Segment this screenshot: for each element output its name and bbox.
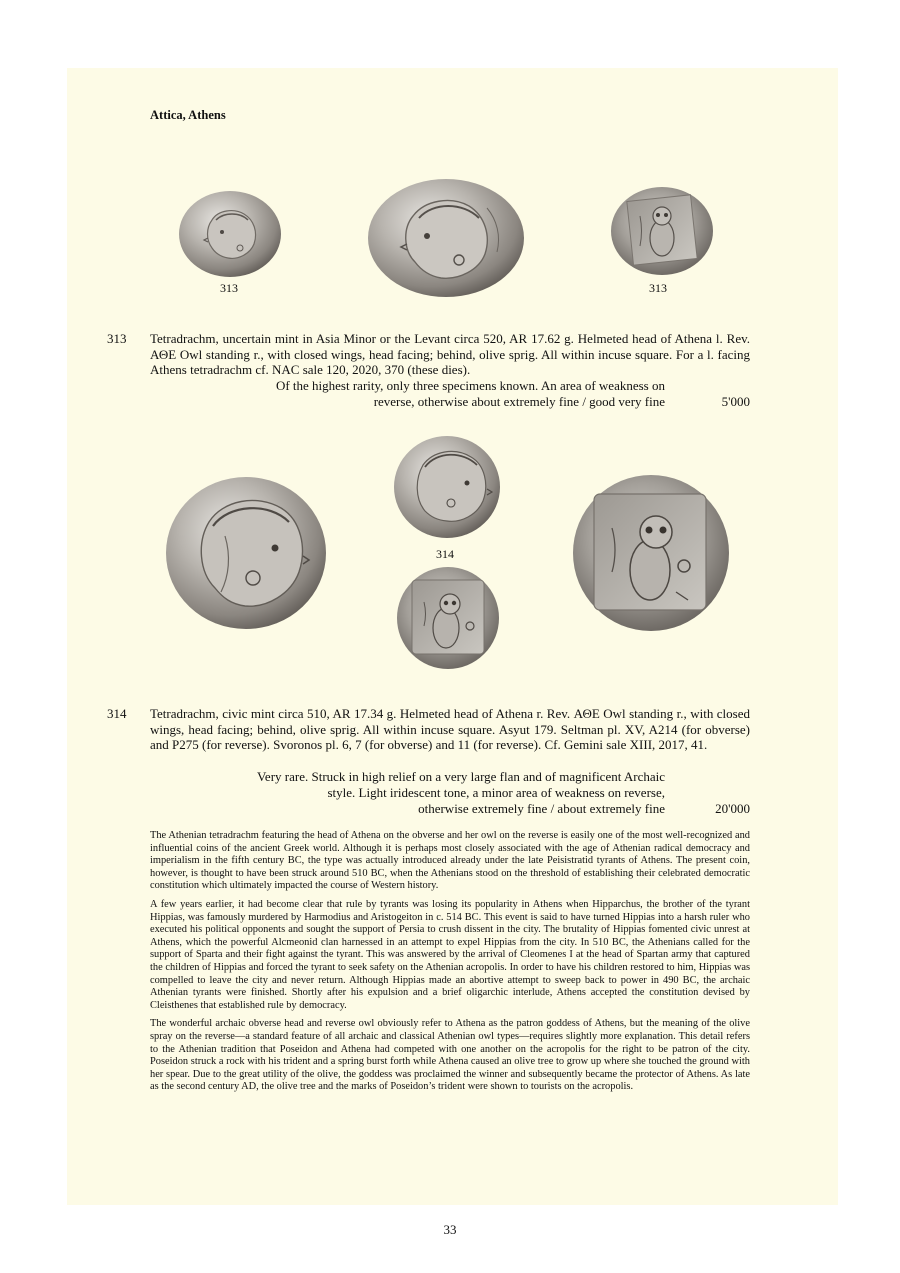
essay-paragraph-3: The wonderful archaic obverse head and reverse owl obviously refer to Athena as the patron goddess of Athens, but the meaning of the olive spray on the reverse—a standard feature of all archaic and classical Athenian owl types—requires slightly more explanation. This detail refers to the Athenian tradition that Poseidon and Athena had competed with one another on the acropolis for the right to be patron of the city. Poseidon struck a rock with his trident and a spring burst forth while Athena caused an olive tree to grow up where she touched the ground with her spear. Due to the great utility of the olive, the goddess was proclaimed the winner and subsequently became the protector of Athens. As late as the second century AD, the olive tree and the marks of Poseidon’s trident were shown to tourists on the acropolis. <box>150 1018 750 1093</box>
lot-number-314: 314 <box>107 706 127 721</box>
lot-price-313: 5'000 <box>721 394 750 409</box>
lot-condition-313-line1: Of the highest rarity, only three specimens known. An area of weakness on <box>275 378 665 393</box>
section-title: Attica, Athens <box>150 108 226 122</box>
coin-caption-314: 314 <box>436 547 454 561</box>
lot-condition-313-line2: reverse, otherwise about extremely fine / good very fine <box>373 394 665 409</box>
coin-314-reverse-large <box>572 474 730 632</box>
essay-paragraph-1: The Athenian tetradrachm featuring the head of Athena on the obverse and her owl on the reverse is easily one of the most well-recognized and influential coins of the ancient Greek world. Although it is perhaps most closely associated with the age of Athenian radical democracy and imperialism in the fifth century BC, the type was actually introduced already under the late Peisistratid tyrants of Athens. The present coin, however, is thought to have been struck around 510 BC, when the Athenians stood on the threshold of establishing their celebrated democratic constitution which ultimately impacted the course of Western history. <box>150 830 750 892</box>
lot-condition-314-line2: style. Light iridescent tone, a minor area of weakness on reverse, <box>327 785 665 800</box>
coin-313-reverse <box>610 186 714 276</box>
lot-description-314: Tetradrachm, civic mint circa 510, AR 17.34 g. Helmeted head of Athena r. Rev. ΑΘΕ Owl standing r., with closed wings, head facing; behind, olive sprig. All within incuse square. Asyut 179. Seltman pl. XV, A214 (for obverse) and P275 (for reverse). Svoronos pl. 6, 7 (for obverse) and 11 (for reverse). Cf. Gemini sale XIII, 2017, 41. <box>150 706 750 752</box>
coin-314-reverse-small <box>396 566 500 670</box>
coin-caption-313-right: 313 <box>649 281 667 295</box>
lot-condition-314-line3: otherwise extremely fine / about extremely fine <box>418 801 665 816</box>
coin-caption-313-left: 313 <box>220 281 238 295</box>
lot-number-313: 313 <box>107 331 127 346</box>
coin-314-obverse-small <box>393 435 501 539</box>
page-number: 33 <box>443 1222 457 1237</box>
lot-price-314: 20'000 <box>715 801 750 816</box>
essay-paragraph-2: A few years earlier, it had become clear that rule by tyrants was losing its popularity in Athens when Hipparchus, the brother of the tyrant Hippias, was famously murdered by Harmodius and Aristogeiton in c. 514 BC. This event is said to have turned Hippias into a harsh ruler who executed his political opponents and sought the support of Persia to crush dissent in the city. The brutality of Hippias fomented civic unrest at Athens, which the powerful Alcmeonid clan harnessed in an attempt to expel Hippias from the city. In 510 BC, the Athenians called for the support of Sparta and their fight against the tyrant. This was answered by the arrival of Cleomenes I at the head of Spartan army that captured the children of Hippias and forced the tyrant to seek safety on the Athenian acropolis. In order to have his children restored to him, Hippias was compelled to leave the city and never return. Although Hippias made an abortive attempt to sweep back to power in 490 BC, the archaic Athenian tyrants were finished. Shortly after his expulsion and a brief oligarchic interlude, Athens accepted the constitution devised by Cleisthenes that established rule by democracy. <box>150 898 750 1011</box>
coin-313-obverse-large <box>367 178 525 298</box>
coin-314-obverse-large <box>165 476 327 630</box>
lot-description-313: Tetradrachm, uncertain mint in Asia Minor or the Levant circa 520, AR 17.62 g. Helmeted head of Athena l. Rev. ΑΘΕ Owl standing r., with closed wings, head facing; behind, olive sprig. All within incuse square. For a l. facing Athens tetradrachm cf. NAC sale 120, 2020, 370 (these dies). <box>150 331 750 377</box>
coin-313-obverse-small <box>178 190 282 278</box>
lot-condition-314-line1: Very rare. Struck in high relief on a very large flan and of magnificent Archaic <box>256 769 665 784</box>
lot-essay <box>150 830 750 1100</box>
